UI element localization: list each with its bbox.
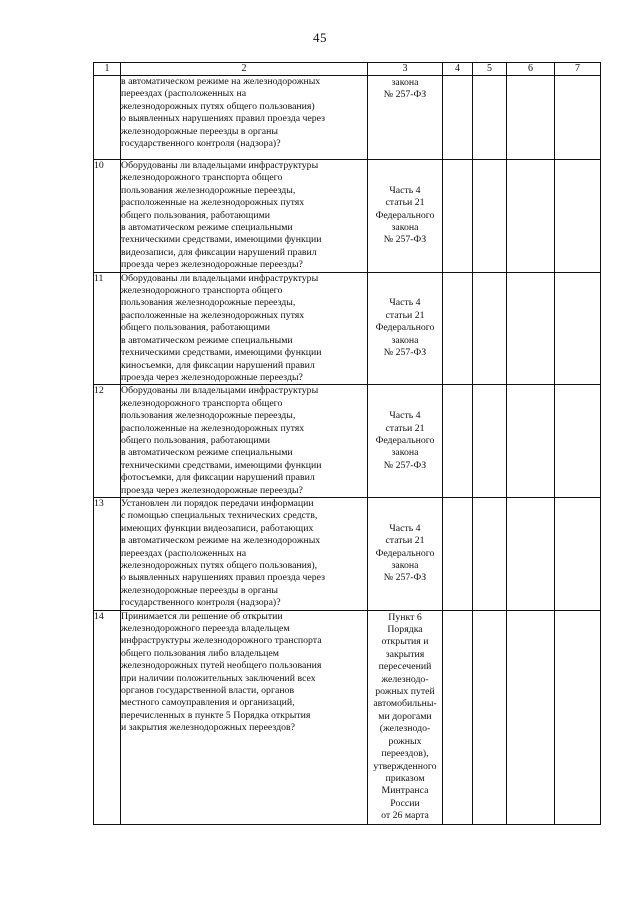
answer-yes-cell (443, 76, 473, 160)
legal-reference: закона № 257-ФЗ (368, 76, 443, 160)
table-row (94, 497, 601, 610)
header-col-6: 6 (507, 63, 555, 76)
row-number: 10 (94, 160, 121, 273)
answer-no-cell (473, 385, 507, 498)
note-cell (555, 497, 601, 610)
question-text: Оборудованы ли владельцами инфраструктуры железнодорожного транспорта общего пользования железнодорожные переезды, расположенные на железнодорожных путях общего пользования, работающими в автоматическом режиме специальными техническими средствами, имеющими функции фотосъемки, для фиксации нарушений правил проезда через железнодорожные переезды? (121, 385, 368, 498)
answer-no-cell (473, 160, 507, 273)
note-cell (555, 610, 601, 824)
answer-yes-cell (443, 160, 473, 273)
answer-no-cell (473, 497, 507, 610)
table-row (94, 160, 601, 273)
row-number: 11 (94, 272, 121, 385)
answer-no-cell (473, 610, 507, 824)
header-col-3: 3 (368, 63, 443, 76)
header-col-2: 2 (121, 63, 368, 76)
note-cell (555, 385, 601, 498)
not-applicable-cell (507, 272, 555, 385)
table-row (94, 385, 601, 498)
table-row (94, 272, 601, 385)
not-applicable-cell (507, 160, 555, 273)
row-number: 13 (94, 497, 121, 610)
answer-yes-cell (443, 497, 473, 610)
header-row (94, 63, 601, 76)
legal-reference: Пункт 6 Порядка открытия и закрытия пересечений железнодо- рожных путей автомобильны- ми дорогами (железнодо- рожных переездов), утвержденного приказом Минтранса России от 26 марта (368, 610, 443, 824)
note-cell (555, 160, 601, 273)
not-applicable-cell (507, 76, 555, 160)
note-cell (555, 272, 601, 385)
not-applicable-cell (507, 497, 555, 610)
note-cell (555, 76, 601, 160)
table-row (94, 76, 601, 160)
answer-yes-cell (443, 272, 473, 385)
checklist-table (93, 62, 601, 825)
not-applicable-cell (507, 610, 555, 824)
answer-no-cell (473, 272, 507, 385)
answer-yes-cell (443, 385, 473, 498)
row-number: 14 (94, 610, 121, 824)
header-col-4: 4 (443, 63, 473, 76)
table-row (94, 610, 601, 824)
question-text: Принимается ли решение об открытии железнодорожного переезда владельцем инфраструктуры железнодорожного транспорта общего пользования либо владельцем железнодорожных путей необщего пользования при наличии положительных заключений всех органов государственной власти, органов местного самоуправления и организаций, перечисленных в пункте 5 Порядка открытия и закрытия железнодорожных переездов? (121, 610, 368, 824)
header-col-1: 1 (94, 63, 121, 76)
header-col-7: 7 (555, 63, 601, 76)
question-text: Оборудованы ли владельцами инфраструктуры железнодорожного транспорта общего пользования железнодорожные переезды, расположенные на железнодорожных путях общего пользования, работающими в автоматическом режиме специальными техническими средствами, имеющими функции киносъемки, для фиксации нарушений правил проезда через железнодорожные переезды? (121, 272, 368, 385)
answer-no-cell (473, 76, 507, 160)
legal-reference: Часть 4 статьи 21 Федерального закона № 257-ФЗ (368, 385, 443, 498)
question-text: Оборудованы ли владельцами инфраструктуры железнодорожного транспорта общего пользования железнодорожные переезды, расположенные на железнодорожных путях общего пользования, работающими в автоматическом режиме специальными техническими средствами, имеющими функции видеозаписи, для фиксации нарушений правил проезда через железнодорожные переезды? (121, 160, 368, 273)
legal-reference: Часть 4 статьи 21 Федерального закона № 257-ФЗ (368, 160, 443, 273)
question-text: в автоматическом режиме на железнодорожных переездах (расположенных на железнодорожных путях общего пользования) о выявленных нарушениях правил проезда через железнодорожные переезды в органы государственного контроля (надзора)? (121, 76, 368, 160)
answer-yes-cell (443, 610, 473, 824)
question-text: Установлен ли порядок передачи информации с помощью специальных технических средств, имеющих функции видеозаписи, работающих в автоматическом режиме на железнодорожных переездах (расположенных на железнодорожных путях общего пользования), о выявленных нарушениях правил проезда через железнодорожные переезды в органы государственного контроля (надзора)? (121, 497, 368, 610)
legal-reference: Часть 4 статьи 21 Федерального закона № 257-ФЗ (368, 497, 443, 610)
row-number (94, 76, 121, 160)
header-col-5: 5 (473, 63, 507, 76)
row-number: 12 (94, 385, 121, 498)
not-applicable-cell (507, 385, 555, 498)
page-number: 45 (313, 30, 327, 45)
legal-reference: Часть 4 статьи 21 Федерального закона № 257-ФЗ (368, 272, 443, 385)
